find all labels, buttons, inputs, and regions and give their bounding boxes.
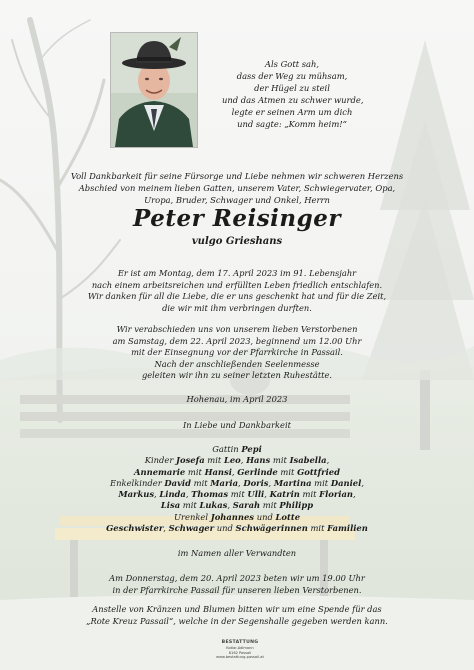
logo-line: 8162 Passail — [228, 650, 252, 655]
family-member-name: Thomas — [191, 489, 229, 500]
family-connector-text: mit — [180, 500, 200, 511]
logo-line: Kotlar-Adlmann — [226, 646, 254, 650]
donation-line: Anstelle von Kränzen und Blumen bitten wir um eine Spende für das — [92, 604, 382, 614]
poem-line: der Hügel zu steil — [254, 83, 330, 93]
death-notice — [20, 268, 454, 314]
family-connector-text: , — [326, 455, 330, 466]
farewell-line: geleiten wir ihn zu seiner letzten Ruhestätte. — [141, 370, 333, 381]
family-line — [20, 512, 454, 523]
family-connector-text: , — [352, 489, 356, 500]
poem — [222, 58, 362, 130]
family-connector-text: Urenkel — [173, 511, 211, 522]
poem-line: dass der Weg zu mühsam, — [236, 71, 348, 81]
family-connector-text: , — [227, 500, 233, 511]
family-line — [20, 489, 454, 500]
logo-line: www.bestattung-passail.at — [216, 655, 264, 660]
death-notice-line: Wir danken für all die Liebe, die er uns geschenkt hat und für die Zeit, — [87, 291, 387, 302]
family-member-name: Gerlinde — [237, 466, 278, 477]
family-connector-text: mit — [307, 523, 328, 534]
family-connector-text: , — [185, 489, 192, 500]
poem-line: und sagte: „Komm heim!“ — [237, 119, 347, 129]
family-member-name: Hansi — [204, 466, 232, 477]
family-connector-text: mit — [299, 489, 320, 500]
intro-line: Voll Dankbarkeit für seine Fürsorge und Liebe nehmen wir schweren Herzens — [70, 171, 404, 181]
family-connector-text: , — [154, 489, 160, 500]
family-connector-text: Enkelkinder — [110, 477, 165, 488]
farewell-line: am Samstag, dem 22. April 2023, beginnend um 12.00 Uhr — [112, 335, 362, 346]
family-line-wife — [20, 444, 454, 455]
place-date: Hohenau, im April 2023 — [186, 394, 288, 404]
family-connector-text: mit — [228, 489, 248, 500]
family-line — [20, 500, 454, 511]
farewell-line: Nach der anschließenden Seelenmesse — [154, 358, 320, 369]
poem-line: legte er seinen Arm um dich — [231, 107, 353, 117]
logo-title: BESTATTUNG — [221, 640, 259, 645]
family-list — [20, 444, 454, 534]
prayer-line: Am Donnerstag, dem 20. April 2023 beten wir um 19.00 Uhr — [109, 573, 365, 583]
family-member-name: Doris — [243, 477, 269, 488]
intro-line: Uropa, Bruder, Schwager und Onkel, Herrn — [144, 195, 330, 205]
family-connector-text: , — [240, 455, 247, 466]
family-member-name: Lotte — [275, 511, 301, 522]
family-member-name: Florian — [319, 489, 353, 500]
family-member-name: Daniel — [330, 477, 362, 488]
family-connector-text: , — [238, 477, 244, 488]
family-member-name: Schwägerinnen — [235, 523, 308, 534]
family-member-name: Linda — [159, 489, 186, 500]
family-line — [20, 523, 454, 534]
family-member-name: Maria — [210, 477, 238, 488]
family-connector-text: , — [231, 466, 238, 477]
family-connector-text: und — [214, 523, 236, 534]
death-notice-line: nach einem arbeitsreichen und erfüllten Leben friedlich entschlafen. — [91, 279, 383, 290]
death-notice-line: Er ist am Montag, dem 17. April 2023 im 91. Lebensjahr — [117, 268, 357, 278]
family-connector-text: mit — [260, 500, 280, 511]
deceased-name: Peter Reisinger — [133, 205, 341, 232]
prayer-line: in der Pfarrkirche Passail für unseren lieben Verstorbenen. — [112, 584, 362, 595]
family-connector-text: , — [361, 477, 364, 488]
donation-line: „Rote Kreuz Passail“, welche in der Segenshalle gegeben werden kann. — [86, 615, 388, 626]
family-member-name: Martina — [273, 477, 312, 488]
family-member-name: Josefa — [176, 455, 205, 466]
prayer-notice — [20, 573, 454, 596]
family-connector-text: Kinder — [144, 455, 177, 466]
family-member-name: Gottfried — [297, 466, 340, 477]
family-member-name: Lukas — [199, 500, 228, 511]
deceased-alias: vulgo Grieshans — [191, 236, 283, 247]
poem-line: und das Atmen zu schwer wurde, — [222, 95, 364, 105]
family-connector-text: mit — [311, 477, 331, 488]
love-gratitude: In Liebe und Dankbarkeit — [183, 420, 291, 430]
family-member-name: Philipp — [279, 500, 314, 511]
portrait-photo — [110, 32, 198, 148]
family-member-name: Johannes — [210, 511, 255, 522]
family-member-name: Lisa — [160, 500, 181, 511]
family-member-name: Annemarie — [134, 466, 186, 477]
on-behalf: im Namen aller Verwandten — [177, 548, 297, 558]
family-member-name: Leo — [223, 455, 241, 466]
family-connector-text: , — [163, 523, 169, 534]
family-member-name: Isabella — [289, 455, 327, 466]
family-connector-text: , — [268, 477, 274, 488]
family-member-name: David — [164, 477, 191, 488]
family-member-name: Markus — [118, 489, 155, 500]
family-member-name: Ulli — [247, 489, 265, 500]
intro-text — [20, 170, 454, 206]
family-member-name: Hans — [246, 455, 271, 466]
poem-line: Als Gott sah, — [264, 59, 320, 69]
farewell-notice — [20, 324, 454, 382]
family-connector-text: mit — [204, 455, 224, 466]
family-line — [20, 467, 454, 478]
family-connector-text: mit — [277, 466, 298, 477]
family-member-name: Geschwister — [106, 523, 164, 534]
family-connector-text: mit — [190, 477, 211, 488]
family-member-name: Familien — [327, 523, 368, 534]
intro-line: Abschied von meinem lieben Gatten, unserem Vater, Schwiegervater, Opa, — [78, 183, 396, 193]
family-connector-text: mit — [270, 455, 290, 466]
funeral-home-logo — [212, 640, 268, 660]
wife-name: Pepi — [241, 444, 262, 454]
farewell-line: mit der Einsegnung vor der Pfarrkirche in Passail. — [131, 347, 343, 358]
family-member-name: Katrin — [269, 489, 300, 500]
farewell-line: Wir verabschieden uns von unserem lieben Verstorbenen — [116, 324, 358, 334]
family-connector-text: mit — [185, 466, 205, 477]
family-member-name: Schwager — [168, 523, 215, 534]
family-line — [20, 455, 454, 466]
donation-notice — [20, 604, 454, 627]
death-notice-line: die wir mit ihm verbringen durften. — [162, 302, 312, 313]
family-connector-text: und — [254, 511, 276, 522]
wife-role: Gattin — [212, 444, 239, 454]
family-connector-text: , — [264, 489, 270, 500]
family-line — [20, 478, 454, 489]
family-member-name: Sarah — [232, 500, 261, 511]
